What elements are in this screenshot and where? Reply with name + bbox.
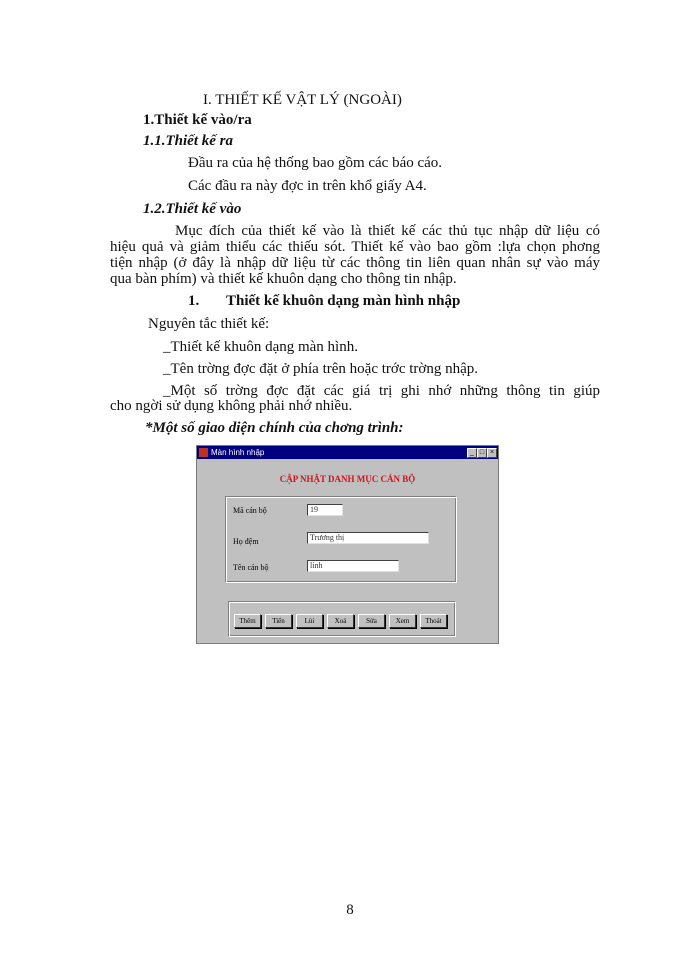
next-button[interactable]: Tiến [265,614,292,628]
view-button[interactable]: Xem [389,614,416,628]
para-line-1: Mục đích của thiết kế vào là thiết kế các thủ tục nhập dữ liệu có [175,223,600,239]
field-label-middle-name: Họ đệm [233,537,259,546]
edit-button[interactable]: Sửa [358,614,385,628]
para-line-2: hiệu quả và giảm thiểu các thiếu sót. Thiết kế vào bao gồm :lựa chọn phơng [110,239,600,255]
main-interfaces-label: *Một số giao diện chính của chơng trình: [145,420,404,436]
field-label-staff-id: Mã cán bộ [233,506,267,515]
input-dialog-window [196,445,499,644]
principle-item-3-line-2: cho ngời sử dụng không phải nhớ nhiều. [110,398,353,414]
heading-number: 1. [188,293,200,309]
minimize-icon[interactable]: _ [467,448,477,458]
page-number: 8 [346,902,354,918]
staff-name-input[interactable]: lính [307,560,399,572]
heading-screen-format: Thiết kế khuôn dạng màn hình nhập [226,293,461,309]
staff-id-input[interactable]: 19 [307,504,343,516]
principle-item-2: _Tên trờng đợc đặt ở phía trên hoặc trớc trờng nhập. [163,361,478,377]
section-heading-physical-design: I. THIẾT KẾ VẬT LÝ (NGOÀI) [203,92,402,108]
principle-item-3 [110,384,600,414]
field-label-staff-name: Tên cán bộ [233,563,269,572]
exit-button[interactable]: Thoát [420,614,447,628]
add-button[interactable]: Thêm [234,614,261,628]
design-principles-label: Nguyên tắc thiết kế: [148,316,270,332]
previous-button[interactable]: Lùi [296,614,323,628]
section-io-design: 1.Thiết kế vào/ra [143,112,252,128]
close-icon[interactable]: × [487,448,497,458]
app-icon [199,448,208,457]
subsection-output-design: 1.1.Thiết kế ra [143,133,233,149]
output-line-2: Các đầu ra này đợc in trên khổ giấy A4. [188,178,427,194]
input-design-paragraph [110,223,600,287]
dialog-title: Màn hình nhập [211,448,265,457]
dialog-titlebar [197,446,498,459]
principle-item-3-line-1: _Một số trờng đợc đặt các giá trị ghi nhớ những thông tin giúp [163,383,600,399]
middle-name-input[interactable]: Trương thị [307,532,429,544]
output-line-1: Đầu ra của hệ thống bao gồm các báo cáo. [188,155,443,171]
principle-item-1: _Thiết kế khuôn dạng màn hình. [163,339,358,355]
para-line-3: tiện nhập (ở đây là nhập dữ liệu từ các thông tin liên quan nhân sự vào máy [110,255,600,271]
subsection-input-design: 1.2.Thiết kế vào [143,201,242,217]
dialog-heading: CẬP NHẬT DANH MỤC CÁN BỘ [279,474,416,484]
maximize-icon[interactable]: □ [477,448,487,458]
para-line-4: qua bàn phím) và thiết kế khuôn dạng cho thông tin nhập. [110,271,457,287]
delete-button[interactable]: Xoá [327,614,354,628]
